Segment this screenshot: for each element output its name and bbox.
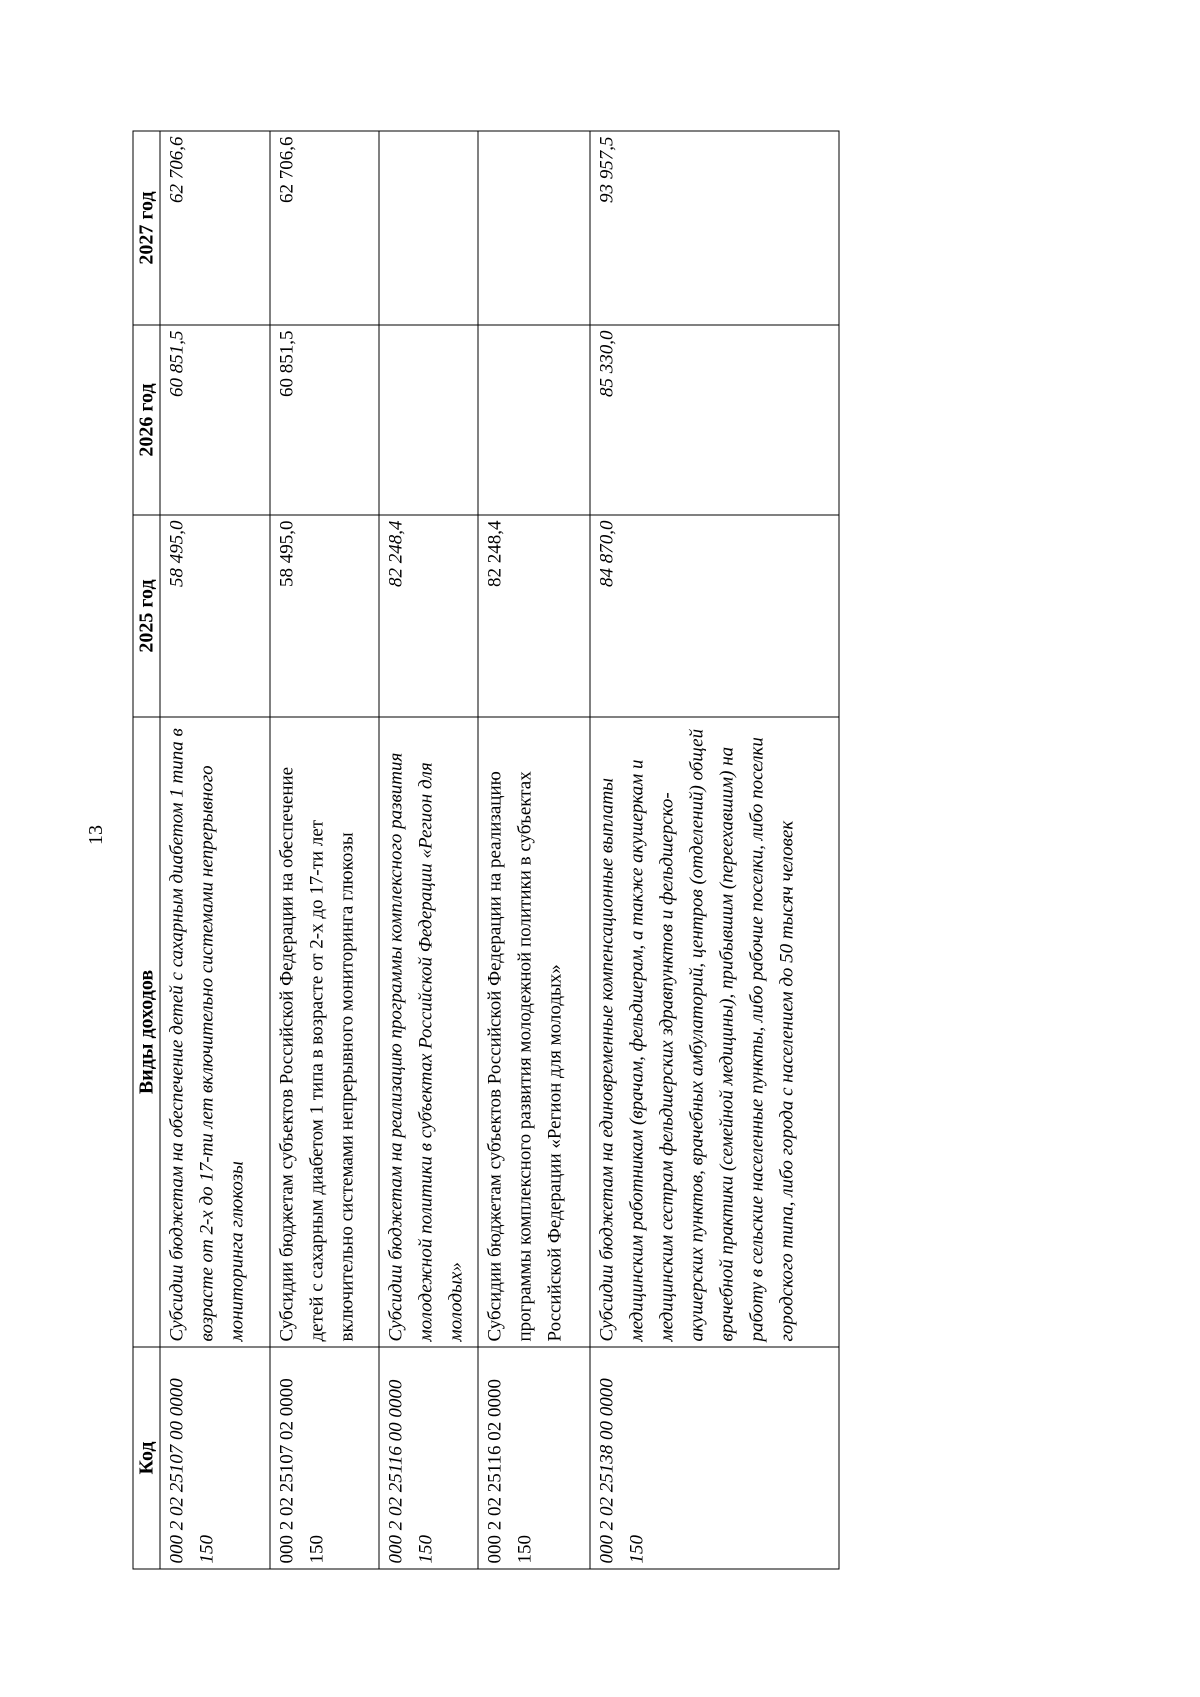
row-code: 000 2 02 25138 00 0000 150 [590, 1347, 839, 1569]
page-number: 13 [85, 825, 107, 845]
row-amount-2025: 82 248,4 [378, 515, 477, 717]
table-row [378, 131, 477, 1569]
row-code: 000 2 02 25116 02 0000 150 [477, 1347, 589, 1569]
row-amount-2025: 84 870,0 [590, 515, 839, 717]
row-amount-2027 [378, 131, 477, 325]
row-amount-2027: 62 706,6 [160, 131, 270, 325]
row-revenue-type: Субсидии бюджетам на обеспечение детей с сахарным диабетом 1 типа в возрасте от 2-х до 17-ти лет включительно системами непрерывного мониторинга глюкозы [160, 717, 270, 1347]
table-header-row [133, 131, 160, 1569]
row-amount-2027: 93 957,5 [590, 131, 839, 325]
header-year-2025: 2025 год [133, 515, 160, 717]
row-amount-2026: 60 851,5 [270, 325, 378, 515]
header-year-2027: 2027 год [133, 131, 160, 325]
row-code: 000 2 02 25107 00 0000 150 [160, 1347, 270, 1569]
table-row [477, 131, 589, 1569]
row-amount-2026 [378, 325, 477, 515]
row-amount-2025: 58 495,0 [270, 515, 378, 717]
revenue-table [132, 130, 839, 1569]
row-code: 000 2 02 25116 00 0000 150 [378, 1347, 477, 1569]
row-revenue-type: Субсидии бюджетам субъектов Российской Федерации на обеспечение детей с сахарным диабетом 1 типа в возрасте от 2-х до 17-ти лет включительно системами непрерывного мониторинга глюкозы [270, 717, 378, 1347]
row-revenue-type: Субсидии бюджетам на единовременные компенсационные выплаты медицинским работникам (врачам, фельдшерам, а также акушеркам и медицинским сестрам фельдшерских здравпунктов и фельдшерско-акушерских пунктов, врачебных амбулаторий, центров (отделений) общей врачебной практики (семейной медицины), прибывшим (переехавшим) на работу в сельские населенные пункты, либо рабочие поселки, либо поселки городского типа, либо города с населением до 50 тысяч человек [590, 717, 839, 1347]
row-amount-2026: 85 330,0 [590, 325, 839, 515]
row-amount-2025: 58 495,0 [160, 515, 270, 717]
header-year-2026: 2026 год [133, 325, 160, 515]
table-row [270, 131, 378, 1569]
row-amount-2027 [477, 131, 589, 325]
revenue-table-container [132, 131, 839, 1569]
row-amount-2026: 60 851,5 [160, 325, 270, 515]
header-revenue-type: Виды доходов [133, 717, 160, 1347]
table-row [160, 131, 270, 1569]
row-code: 000 2 02 25107 02 0000 150 [270, 1347, 378, 1569]
table-row [590, 131, 839, 1569]
row-revenue-type: Субсидии бюджетам субъектов Российской Федерации на реализацию программы комплексного развития молодежной политики в субъектах Российской Федерации «Регион для молодых» [477, 717, 589, 1347]
row-amount-2025: 82 248,4 [477, 515, 589, 717]
row-revenue-type: Субсидии бюджетам на реализацию программы комплексного развития молодежной политики в субъектах Российской Федерации «Регион для молодых» [378, 717, 477, 1347]
row-amount-2027: 62 706,6 [270, 131, 378, 325]
row-amount-2026 [477, 325, 589, 515]
header-code: Код [133, 1347, 160, 1569]
